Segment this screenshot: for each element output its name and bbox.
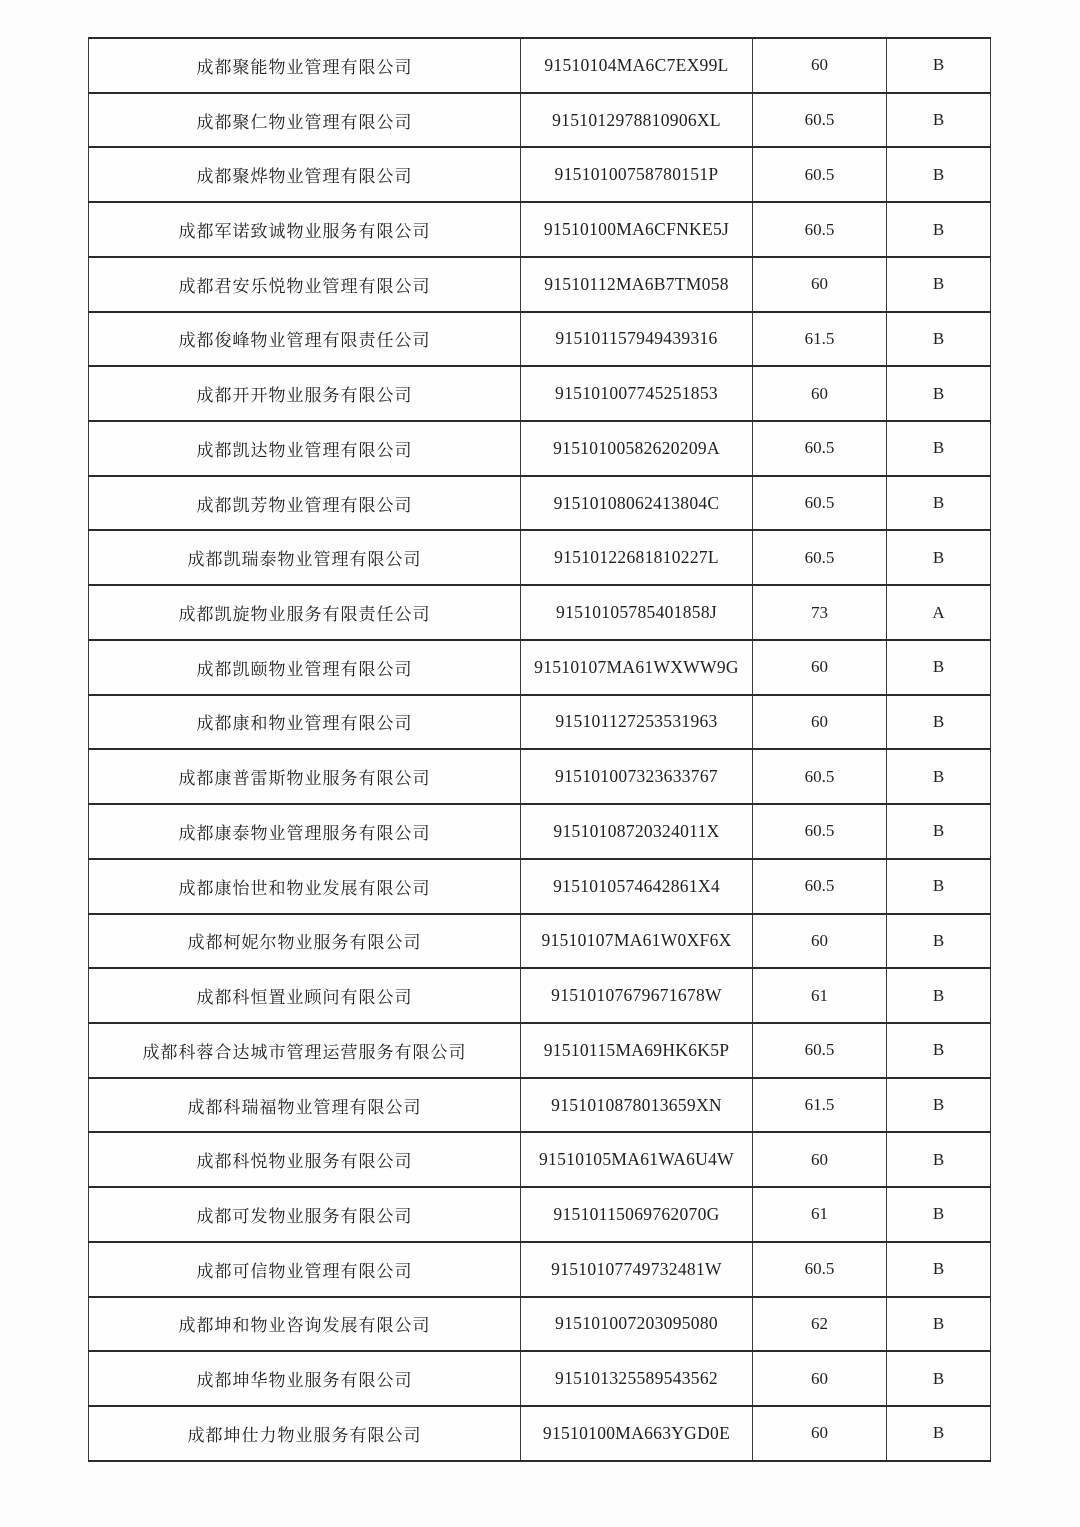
grade-cell: B [887,312,991,367]
credit-code-cell: 91510107MA61WXWW9G [521,640,753,695]
company-name-cell: 成都坤和物业咨询发展有限公司 [89,1297,521,1352]
score-cell: 60.5 [753,93,887,148]
credit-code-cell: 91510100MA663YGD0E [521,1406,753,1461]
credit-code-cell: 9151010574642861X4 [521,859,753,914]
grade-cell: B [887,147,991,202]
score-cell: 60.5 [753,421,887,476]
table-row [89,1242,991,1297]
grade-cell: B [887,749,991,804]
score-cell: 60.5 [753,804,887,859]
credit-code-cell: 915101157949439316 [521,312,753,367]
company-name-cell: 成都科蓉合达城市管理运营服务有限公司 [89,1023,521,1078]
credit-code-cell: 915101325589543562 [521,1351,753,1406]
score-cell: 60 [753,1351,887,1406]
grade-cell: B [887,1351,991,1406]
grade-cell: B [887,1406,991,1461]
credit-code-cell: 91510108062413804C [521,476,753,531]
table-row [89,914,991,969]
grade-cell: B [887,859,991,914]
table-row [89,38,991,93]
credit-code-cell: 915101007745251853 [521,366,753,421]
score-cell: 60.5 [753,202,887,257]
score-cell: 60 [753,1132,887,1187]
table-row [89,530,991,585]
credit-code-cell: 915101007203095080 [521,1297,753,1352]
table-row [89,1023,991,1078]
grade-cell: B [887,968,991,1023]
score-cell: 60.5 [753,859,887,914]
table-row [89,1297,991,1352]
score-cell: 60 [753,257,887,312]
company-name-cell: 成都军诺致诚物业服务有限公司 [89,202,521,257]
grade-cell: B [887,804,991,859]
company-name-cell: 成都康怡世和物业发展有限公司 [89,859,521,914]
table-row [89,1351,991,1406]
table-row [89,93,991,148]
credit-code-cell: 91510115069762070G [521,1187,753,1242]
credit-code-cell: 91510100582620209A [521,421,753,476]
table-row [89,1187,991,1242]
company-name-cell: 成都聚仁物业管理有限公司 [89,93,521,148]
score-cell: 60.5 [753,476,887,531]
grade-cell: B [887,257,991,312]
score-cell: 61.5 [753,1078,887,1133]
grade-cell: A [887,585,991,640]
score-cell: 61.5 [753,312,887,367]
score-cell: 60.5 [753,1242,887,1297]
table-row [89,1406,991,1461]
score-cell: 60 [753,38,887,93]
company-name-cell: 成都俊峰物业管理有限责任公司 [89,312,521,367]
table-row [89,585,991,640]
grade-cell: B [887,1078,991,1133]
company-name-cell: 成都可发物业服务有限公司 [89,1187,521,1242]
table-row [89,366,991,421]
property-company-rating-table [88,37,991,1462]
score-cell: 61 [753,968,887,1023]
credit-code-cell: 91510107MA61W0XF6X [521,914,753,969]
table-row [89,421,991,476]
credit-code-cell: 9151010878013659XN [521,1078,753,1133]
company-name-cell: 成都坤华物业服务有限公司 [89,1351,521,1406]
table-row [89,749,991,804]
grade-cell: B [887,1242,991,1297]
score-cell: 60.5 [753,749,887,804]
score-cell: 61 [753,1187,887,1242]
credit-code-cell: 915101127253531963 [521,695,753,750]
company-name-cell: 成都凯芳物业管理有限公司 [89,476,521,531]
grade-cell: B [887,366,991,421]
company-name-cell: 成都凯瑞泰物业管理有限公司 [89,530,521,585]
company-name-cell: 成都凯旋物业服务有限责任公司 [89,585,521,640]
grade-cell: B [887,530,991,585]
company-name-cell: 成都凯达物业管理有限公司 [89,421,521,476]
company-name-cell: 成都开开物业服务有限公司 [89,366,521,421]
company-name-cell: 成都聚烨物业管理有限公司 [89,147,521,202]
credit-code-cell: 91510104MA6C7EX99L [521,38,753,93]
score-cell: 73 [753,585,887,640]
credit-code-cell: 91510115MA69HK6K5P [521,1023,753,1078]
table-row [89,804,991,859]
credit-code-cell: 91510107749732481W [521,1242,753,1297]
table-row [89,257,991,312]
company-name-cell: 成都柯妮尔物业服务有限公司 [89,914,521,969]
credit-code-cell: 91510112MA6B7TM058 [521,257,753,312]
grade-cell: B [887,421,991,476]
table-row [89,1132,991,1187]
score-cell: 60.5 [753,530,887,585]
credit-code-cell: 91510107679671678W [521,968,753,1023]
grade-cell: B [887,1297,991,1352]
table-row [89,202,991,257]
grade-cell: B [887,1187,991,1242]
credit-code-cell: 9151012978810906XL [521,93,753,148]
grade-cell: B [887,914,991,969]
grade-cell: B [887,38,991,93]
credit-code-cell: 91510105785401858J [521,585,753,640]
grade-cell: B [887,476,991,531]
company-name-cell: 成都康和物业管理有限公司 [89,695,521,750]
table-row [89,968,991,1023]
grade-cell: B [887,1023,991,1078]
table-row [89,640,991,695]
company-name-cell: 成都科瑞福物业管理有限公司 [89,1078,521,1133]
grade-cell: B [887,93,991,148]
score-cell: 60 [753,695,887,750]
company-name-cell: 成都聚能物业管理有限公司 [89,38,521,93]
company-name-cell: 成都科悦物业服务有限公司 [89,1132,521,1187]
grade-cell: B [887,640,991,695]
company-name-cell: 成都科恒置业顾问有限公司 [89,968,521,1023]
grade-cell: B [887,695,991,750]
table-row [89,476,991,531]
score-cell: 60.5 [753,1023,887,1078]
table-row [89,695,991,750]
company-name-cell: 成都可信物业管理有限公司 [89,1242,521,1297]
grade-cell: B [887,1132,991,1187]
credit-code-cell: 91510122681810227L [521,530,753,585]
score-cell: 60 [753,366,887,421]
credit-code-cell: 91510100758780151P [521,147,753,202]
credit-code-cell: 91510100MA6CFNKE5J [521,202,753,257]
score-cell: 60.5 [753,147,887,202]
score-cell: 60 [753,1406,887,1461]
table-row [89,147,991,202]
score-cell: 60 [753,640,887,695]
table-row [89,859,991,914]
company-name-cell: 成都坤仕力物业服务有限公司 [89,1406,521,1461]
company-name-cell: 成都康普雷斯物业服务有限公司 [89,749,521,804]
credit-code-cell: 91510108720324011X [521,804,753,859]
table-row [89,1078,991,1133]
grade-cell: B [887,202,991,257]
company-name-cell: 成都康泰物业管理服务有限公司 [89,804,521,859]
credit-code-cell: 915101007323633767 [521,749,753,804]
company-name-cell: 成都君安乐悦物业管理有限公司 [89,257,521,312]
score-cell: 62 [753,1297,887,1352]
table-row [89,312,991,367]
company-name-cell: 成都凯颐物业管理有限公司 [89,640,521,695]
score-cell: 60 [753,914,887,969]
credit-code-cell: 91510105MA61WA6U4W [521,1132,753,1187]
rating-table-body [89,38,991,1461]
